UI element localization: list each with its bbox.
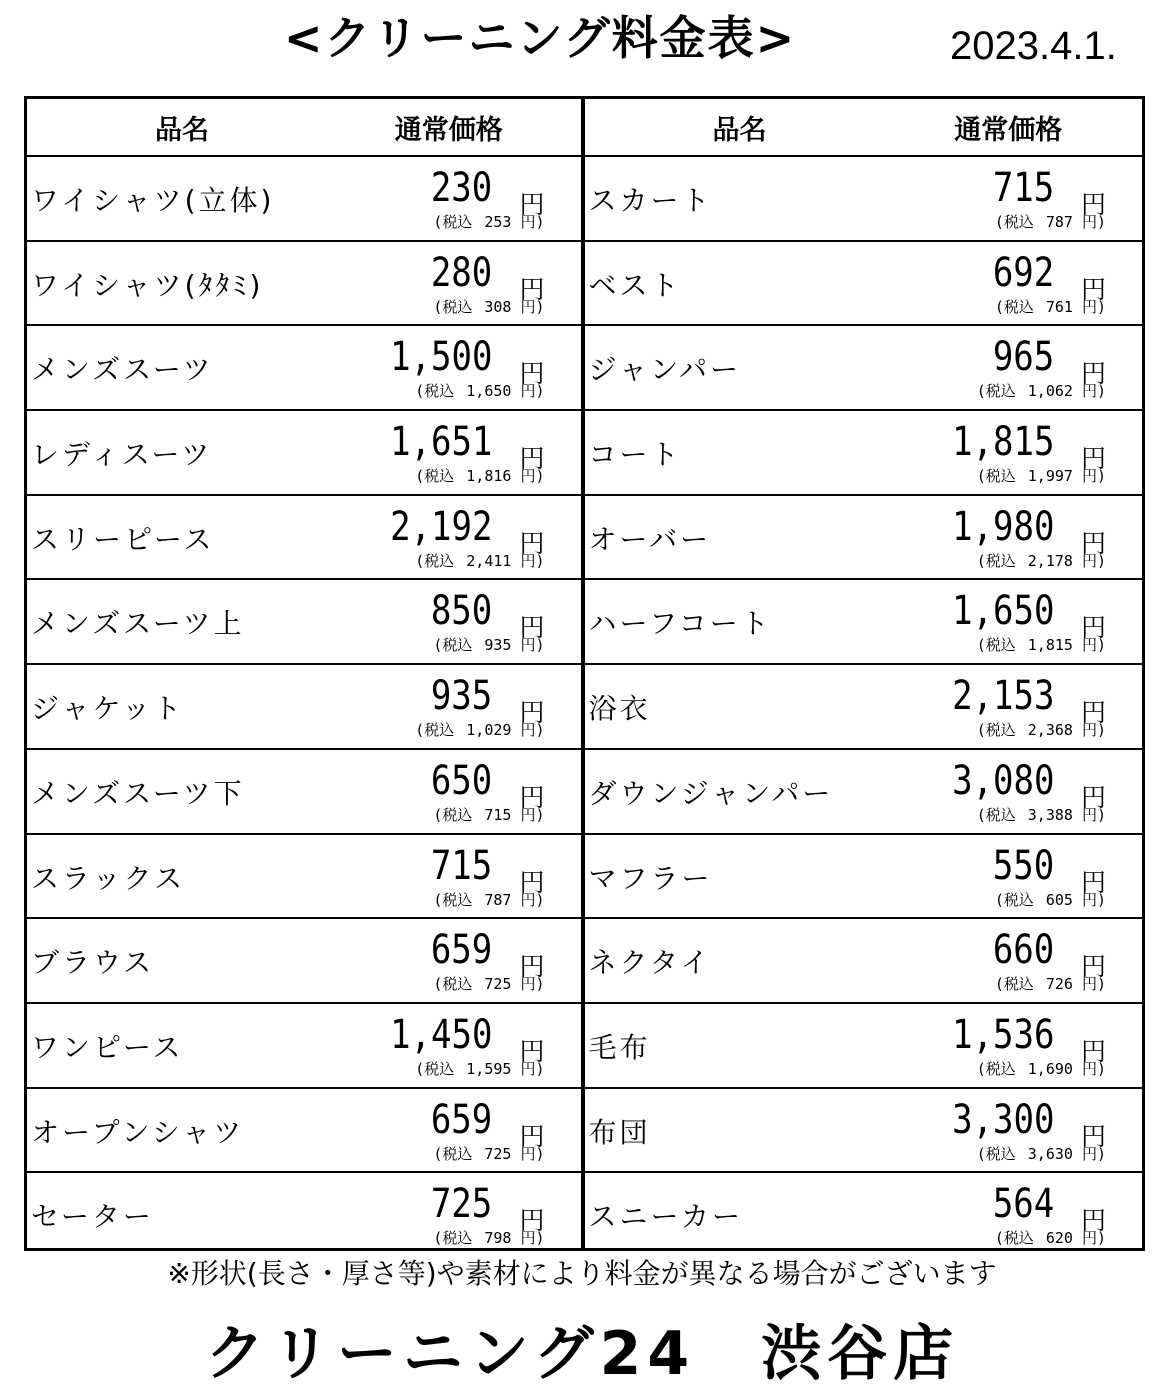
item-name: スリーピース <box>31 522 215 556</box>
tax-included-price <box>433 211 544 232</box>
item-price: 660 <box>992 927 1054 974</box>
tax-included-price <box>977 804 1106 825</box>
item-price: 1,536 <box>951 1011 1054 1058</box>
tax-label: (税込 <box>976 1144 1016 1163</box>
tax-included-price <box>977 1143 1106 1164</box>
item-name: ブラウス <box>31 946 155 980</box>
tax-label: (税込 <box>433 297 473 316</box>
tax-label: (税込 <box>976 551 1016 570</box>
item-name: ダウンジャンパー <box>588 776 834 810</box>
tax-included-price <box>995 889 1106 910</box>
tax-included-price <box>433 804 544 825</box>
table-row <box>27 919 581 1004</box>
item-name: コート <box>588 438 682 472</box>
tax-included-price <box>415 719 544 740</box>
tax-label: (税込 <box>415 551 455 570</box>
tax-value: 253 円) <box>484 213 545 231</box>
tax-included-price <box>433 296 544 317</box>
yen-unit: 円 <box>1080 1036 1106 1066</box>
tax-included-price <box>415 550 544 571</box>
item-price: 725 <box>431 1181 493 1228</box>
yen-unit: 円 <box>519 274 545 304</box>
item-price: 2,153 <box>951 673 1054 720</box>
item-price: 230 <box>431 165 493 211</box>
yen-unit: 円 <box>1080 952 1106 982</box>
table-row <box>585 496 1143 581</box>
item-name: ネクタイ <box>588 946 712 980</box>
tax-label: (税込 <box>415 721 455 740</box>
table-row <box>27 411 581 496</box>
yen-unit: 円 <box>1080 613 1106 643</box>
tax-value: 726 円) <box>1045 975 1106 994</box>
yen-unit: 円 <box>1080 359 1106 389</box>
tax-label: (税込 <box>976 1059 1016 1078</box>
tax-included-price <box>415 380 544 401</box>
item-price: 3,300 <box>951 1096 1054 1143</box>
footnote: ※形状(長さ・厚さ等)や素材により料金が異なる場合がございます <box>167 1257 997 1290</box>
item-price: 1,500 <box>390 334 493 381</box>
table-row <box>27 496 581 581</box>
tax-value: 620 円) <box>1045 1229 1106 1248</box>
table-row <box>585 665 1143 750</box>
tax-value: 3,388 円) <box>1027 805 1106 824</box>
tax-label: (税込 <box>415 1059 455 1078</box>
tax-value: 1,029 円) <box>466 721 545 740</box>
item-name: ワイシャツ(ﾀﾀﾐ) <box>31 268 264 302</box>
item-price: 659 <box>431 1096 493 1143</box>
table-row <box>27 580 581 665</box>
tax-included-price <box>995 296 1106 317</box>
item-name: レディスーツ <box>31 438 213 472</box>
item-price: 715 <box>431 842 493 889</box>
table-row <box>585 411 1143 496</box>
table-row <box>585 1004 1143 1089</box>
yen-unit: 円 <box>519 698 545 728</box>
tax-label: (税込 <box>415 467 455 486</box>
item-price: 280 <box>431 249 493 296</box>
table-row <box>27 326 581 411</box>
price-column-right <box>585 99 1143 1248</box>
table-row <box>27 157 581 242</box>
item-name: ハーフコート <box>588 607 772 641</box>
tax-value: 1,062 円) <box>1027 382 1106 401</box>
yen-unit: 円 <box>519 1121 545 1151</box>
yen-unit: 円 <box>519 782 545 812</box>
tax-label: (税込 <box>994 975 1034 994</box>
effective-date: 2023.4.1. <box>950 24 1117 68</box>
tax-label: (税込 <box>433 890 473 909</box>
tax-value: 725 円) <box>484 1144 545 1163</box>
item-name: ワンピース <box>31 1030 184 1064</box>
tax-label: (税込 <box>976 721 1016 740</box>
table-row <box>27 242 581 327</box>
tax-included-price <box>995 1227 1106 1248</box>
tax-label: (税込 <box>433 636 473 655</box>
tax-value: 1,816 円) <box>466 467 545 486</box>
page-title: <クリーニング料金表> <box>284 11 797 65</box>
column-header-price: 通常価格 <box>954 114 1063 146</box>
tax-included-price <box>433 889 544 910</box>
item-price: 715 <box>992 165 1054 211</box>
store-name: クリーニング24 渋谷店 <box>204 1319 960 1389</box>
column-header-price: 通常価格 <box>394 114 503 146</box>
yen-unit: 円 <box>1080 698 1106 728</box>
tax-value: 1,997 円) <box>1027 467 1106 486</box>
item-name: ワイシャツ(立体) <box>31 184 275 217</box>
table-row <box>585 919 1143 1004</box>
yen-unit: 円 <box>519 190 545 219</box>
tax-included-price <box>977 550 1106 571</box>
table-row <box>27 1089 581 1174</box>
tax-included-price <box>995 973 1106 994</box>
yen-unit: 円 <box>519 444 545 474</box>
tax-value: 308 円) <box>484 297 545 316</box>
item-price: 692 <box>992 249 1054 296</box>
price-column-left <box>27 99 585 1248</box>
table-row <box>27 1004 581 1089</box>
tax-value: 725 円) <box>484 975 545 994</box>
table-row <box>585 750 1143 835</box>
tax-value: 787 円) <box>1045 213 1106 231</box>
tax-value: 3,630 円) <box>1027 1144 1106 1163</box>
tax-value: 1,650 円) <box>466 382 545 401</box>
yen-unit: 円 <box>519 952 545 982</box>
tax-label: (税込 <box>976 636 1016 655</box>
tax-label: (税込 <box>415 382 455 401</box>
item-price: 1,650 <box>951 588 1054 635</box>
tax-value: 935 円) <box>484 636 545 655</box>
item-name: メンズスーツ上 <box>31 607 245 641</box>
tax-value: 1,595 円) <box>466 1059 545 1078</box>
tax-included-price <box>977 634 1106 655</box>
item-price: 659 <box>431 927 493 974</box>
item-name: セーター <box>31 1200 154 1234</box>
yen-unit: 円 <box>1080 867 1106 897</box>
item-name: メンズスーツ <box>31 353 214 387</box>
yen-unit: 円 <box>519 1036 545 1066</box>
tax-value: 787 円) <box>484 890 545 909</box>
tax-included-price <box>433 1227 544 1248</box>
yen-unit: 円 <box>1080 190 1106 219</box>
tax-included-price <box>433 1143 544 1164</box>
item-price: 1,651 <box>390 419 493 466</box>
tax-included-price <box>415 1058 544 1079</box>
item-name: 毛布 <box>588 1030 651 1064</box>
tax-value: 2,411 円) <box>466 551 545 570</box>
item-price: 965 <box>992 334 1054 381</box>
tax-label: (税込 <box>994 213 1034 231</box>
yen-unit: 円 <box>519 1206 545 1236</box>
item-price: 1,815 <box>951 419 1054 466</box>
item-price: 1,450 <box>390 1011 493 1058</box>
tax-value: 2,368 円) <box>1027 721 1106 740</box>
yen-unit: 円 <box>1080 444 1106 474</box>
item-name: ジャケット <box>31 692 185 726</box>
item-price: 2,192 <box>390 503 493 550</box>
table-row <box>585 580 1143 665</box>
table-row <box>585 835 1143 920</box>
table-row <box>27 1173 581 1258</box>
item-name: 浴衣 <box>588 692 651 726</box>
table-row <box>585 242 1143 327</box>
tax-value: 798 円) <box>484 1229 545 1248</box>
tax-included-price <box>977 380 1106 401</box>
table-row <box>27 665 581 750</box>
tax-value: 715 円) <box>484 805 545 824</box>
tax-label: (税込 <box>433 1144 473 1163</box>
item-price: 564 <box>992 1181 1054 1228</box>
table-header <box>27 99 581 157</box>
table-row <box>27 750 581 835</box>
yen-unit: 円 <box>1080 1121 1106 1151</box>
tax-label: (税込 <box>976 467 1016 486</box>
tax-value: 1,815 円) <box>1027 636 1106 655</box>
price-table <box>24 96 1145 1251</box>
table-row <box>585 326 1143 411</box>
table-header <box>585 99 1143 157</box>
tax-label: (税込 <box>976 382 1016 401</box>
table-row <box>585 1089 1143 1174</box>
tax-included-price <box>995 211 1106 232</box>
table-row <box>585 1173 1143 1258</box>
yen-unit: 円 <box>519 528 545 558</box>
yen-unit: 円 <box>519 359 545 389</box>
tax-value: 605 円) <box>1045 890 1106 909</box>
item-name: オープンシャツ <box>31 1115 245 1149</box>
tax-value: 1,690 円) <box>1027 1059 1106 1078</box>
item-price: 550 <box>992 842 1054 889</box>
item-name: オーバー <box>588 522 712 556</box>
item-name: ベスト <box>588 268 682 302</box>
tax-label: (税込 <box>994 1229 1034 1248</box>
tax-included-price <box>977 1058 1106 1079</box>
table-row <box>27 835 581 920</box>
tax-label: (税込 <box>994 890 1034 909</box>
item-price: 935 <box>431 673 493 720</box>
tax-value: 2,178 円) <box>1027 551 1106 570</box>
tax-label: (税込 <box>976 805 1016 824</box>
header <box>0 0 1164 70</box>
yen-unit: 円 <box>519 613 545 643</box>
item-price: 1,980 <box>951 503 1054 550</box>
column-header-name: 品名 <box>155 114 209 146</box>
yen-unit: 円 <box>1080 1206 1106 1236</box>
item-name: メンズスーツ下 <box>31 776 245 810</box>
yen-unit: 円 <box>1080 274 1106 304</box>
tax-included-price <box>433 973 544 994</box>
tax-label: (税込 <box>433 1229 473 1248</box>
tax-label: (税込 <box>433 213 473 231</box>
yen-unit: 円 <box>519 867 545 897</box>
tax-included-price <box>433 634 544 655</box>
column-header-name: 品名 <box>712 114 767 146</box>
item-name: スカート <box>588 184 713 217</box>
item-name: スラックス <box>31 861 186 895</box>
tax-label: (税込 <box>433 975 473 994</box>
item-name: 布団 <box>588 1115 651 1149</box>
item-name: スニーカー <box>588 1200 743 1234</box>
yen-unit: 円 <box>1080 782 1106 812</box>
item-name: ジャンパー <box>588 353 741 387</box>
item-price: 3,080 <box>951 757 1054 804</box>
table-row <box>585 157 1143 242</box>
item-price: 650 <box>431 757 493 804</box>
tax-label: (税込 <box>994 297 1034 316</box>
tax-included-price <box>415 465 544 486</box>
tax-value: 761 円) <box>1045 297 1106 316</box>
tax-label: (税込 <box>433 805 473 824</box>
tax-included-price <box>977 719 1106 740</box>
item-price: 850 <box>431 588 493 635</box>
yen-unit: 円 <box>1080 528 1106 558</box>
tax-included-price <box>977 465 1106 486</box>
item-name: マフラー <box>588 861 713 895</box>
